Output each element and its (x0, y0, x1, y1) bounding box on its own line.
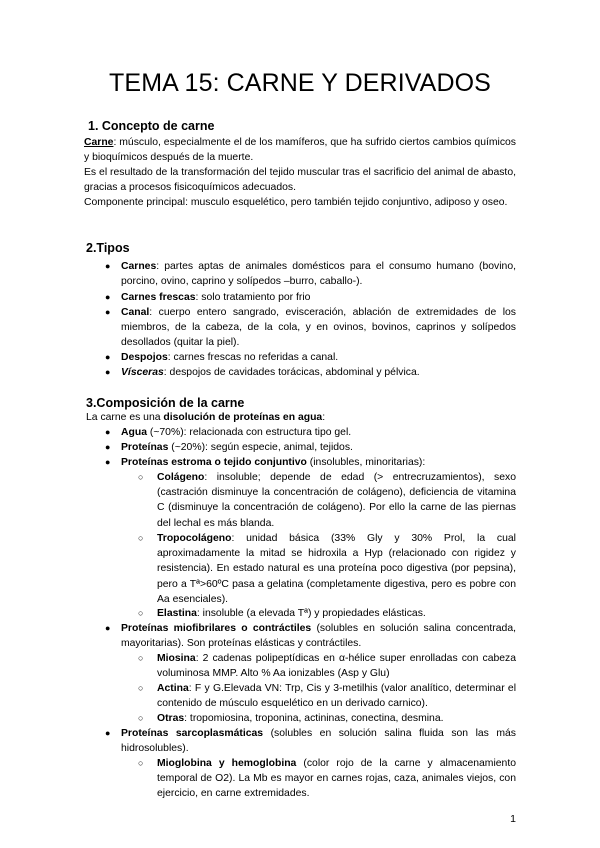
carne-term: Carne (84, 137, 114, 148)
comp-item-miofibrilares: Proteínas miofibrilares o contráctiles (solubles en solución salina concentrada, mayoritarias). Son proteínas elásticas y contráctiles. (121, 623, 516, 650)
bullet-dot: ● (105, 623, 111, 633)
section-1-heading: 1. Concepto de carne (88, 119, 215, 133)
sub-bullet-circle: ○ (138, 758, 144, 768)
carne-def-text: : músculo, especialmente el de los mamíferos, que ha sufrido ciertos cambios químicos y bioquímicos después de la muerte. (84, 137, 516, 164)
bullet-dot: ● (105, 457, 111, 467)
sub-item-elastina: Elastina: insoluble (a elevada Tª) y propiedades elásticas. (157, 608, 426, 619)
sub-bullet-circle: ○ (138, 472, 144, 482)
sub-bullet-circle: ○ (138, 533, 144, 543)
sub-item-otras: Otras: tropomiosina, troponina, actininas, conectina, desmina. (157, 713, 444, 724)
carne-paragraph-3: Componente principal: musculo esquelético, pero también tejido conjuntivo, adiposo y oseo. (84, 197, 508, 208)
sub-bullet-circle: ○ (138, 653, 144, 663)
comp-item-proteinas: Proteínas (~20%): según especie, animal, tejidos. (121, 442, 353, 453)
tipo-item-carnes: Carnes: partes aptas de animales domésticos para el consumo humano (bovino, porcino, ovino, caprino y solípedos –burro, caballo-). (121, 261, 516, 288)
tipo-item-visceras: Vísceras: despojos de cavidades torácicas, abdominal y pélvica. (121, 367, 420, 378)
sub-item-tropocolageno: Tropocolágeno: unidad básica (33% Gly y 30% Prol, la cual aproximadamente la mitad se hidroxila a Hyp (relacionado con rigidez y resistencia). En estado natural es una proteína poco digestiva (por pepsina), pero a Tª>60ºC pasa a gelatina (completamente digestiva, pero es pobre con Aa esenciales). (157, 533, 516, 605)
sub-item-mioglobina: Mioglobina y hemoglobina (color rojo de la carne y almacenamiento temporal de O2). La Mb es mayor en carnes rojas, caza, animales viejos, con ejercicio, en carne extremidades. (157, 758, 516, 800)
bullet-dot: ● (105, 292, 111, 302)
comp-item-sarcoplasmaticas: Proteínas sarcoplasmáticas (solubles en solución salina fluida son las más hidrosolubles). (121, 728, 516, 755)
sub-item-miosina: Miosina: 2 cadenas polipeptídicas en α-hélice super enrolladas con cabeza voluminosa MMP. Alto % Aa ionizables (Asp y Glu) (157, 653, 516, 680)
tipo-item-despojos: Despojos: carnes frescas no referidas a canal. (121, 352, 339, 363)
sub-item-actina: Actina: F y G.Elevada VN: Trp, Cis y 3-metilhis (valor analítico, determinar el contenido de músculo esquelético en un derivado carnico). (157, 683, 516, 710)
bullet-dot: ● (105, 307, 111, 317)
composicion-intro: La carne es una disolución de proteínas en agua: (86, 412, 326, 423)
bullet-dot: ● (105, 261, 111, 271)
page-title: TEMA 15: CARNE Y DERIVADOS (109, 69, 491, 97)
bullet-dot: ● (105, 728, 111, 738)
sub-bullet-circle: ○ (138, 713, 144, 723)
bullet-dot: ● (105, 442, 111, 452)
page-number: 1 (510, 813, 516, 825)
comp-item-estroma: Proteínas estroma o tejido conjuntivo (insolubles, minoritarias): (121, 457, 426, 468)
sub-bullet-circle: ○ (138, 683, 144, 693)
section-2-heading: 2.Tipos (86, 241, 130, 255)
sub-bullet-circle: ○ (138, 608, 144, 618)
tipo-item-canal: Canal: cuerpo entero sangrado, evisceración, ablación de extremidades de los miembros, de la cabeza, de la cola, y en ovinos, bovinos, caprinos y solípedos desollados (quitar la piel). (121, 307, 516, 349)
sub-item-colageno: Colágeno: insoluble; depende de edad (> entrecruzamientos), sexo (castración disminuye la concentración de colágeno), deficiencia de vitamina C (disminuye la concentración de colágeno). Por ello la carne de las piernas del lechal es más blanda. (157, 472, 516, 529)
carne-definition (84, 135, 516, 165)
carne-paragraph-2: Es el resultado de la transformación del tejido muscular tras el sacrificio del animal de abasto, gracias a procesos fisicoquímicos adecuados. (84, 167, 516, 194)
tipo-item-carnes-frescas: Carnes frescas: solo tratamiento por frio (121, 292, 311, 303)
section-3-heading: 3.Composición de la carne (86, 396, 245, 410)
bullet-dot: ● (105, 367, 111, 377)
comp-item-agua: Agua (~70%): relacionada con estructura tipo gel. (121, 427, 352, 438)
bullet-dot: ● (105, 352, 111, 362)
bullet-dot: ● (105, 427, 111, 437)
